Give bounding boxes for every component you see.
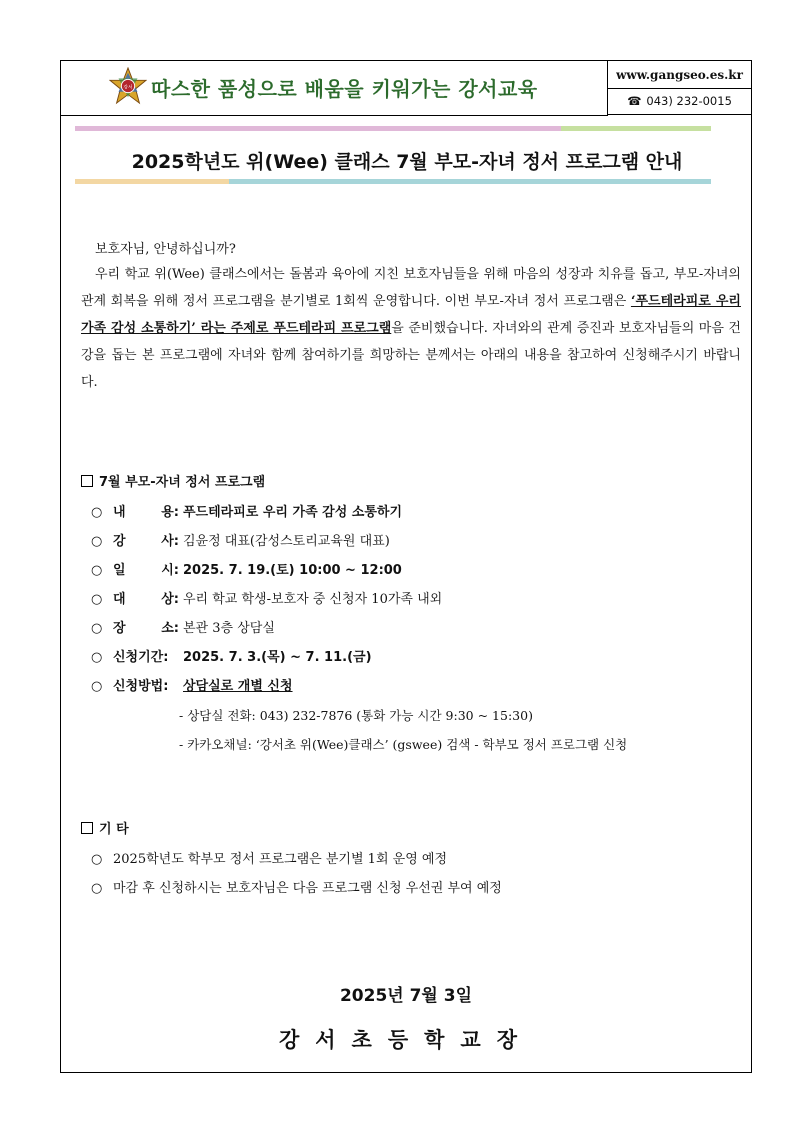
section-program-title: 7월 부모-자녀 정서 프로그램 — [99, 475, 266, 490]
etc-item — [91, 848, 447, 867]
detail-value: 김윤정 대표(감성스토리교육원 대표) — [183, 534, 390, 549]
bullet-icon: ○ — [91, 650, 103, 665]
detail-label: 일 시: — [113, 563, 179, 578]
program-detail-row — [91, 617, 275, 636]
phone-number: 043) 232-0015 — [646, 94, 732, 108]
bullet-icon: ○ — [91, 563, 103, 578]
program-detail-row — [91, 588, 442, 607]
intro-text-2: 을 준비했습니다. 자녀와의 관계 증진과 보호자님들의 마음 건강을 돕는 본 프로그램에 자녀와 함께 참여하기를 희망하는 분께서는 아래의 내용을 참고하여 신청해주시기 바랍니다. — [81, 321, 741, 390]
intro-text-1: 우리 학교 위(Wee) 클래스에서는 돌봄과 육아에 지친 보호자님들을 위해 마음의 성장과 치유를 돕고, 부모-자녀의 관계 회복을 위해 정서 프로그램을 분기별로 1회씩 운영합니다. 이번 부모-자녀 정서 프로그램은 — [81, 267, 741, 309]
bullet-icon: ○ — [91, 592, 103, 607]
letterhead — [61, 61, 751, 116]
document-frame — [60, 60, 752, 1073]
bullet-icon: ○ — [91, 621, 103, 636]
checkbox-square-icon — [81, 475, 93, 487]
page-title: 2025학년도 위(Wee) 클래스 7월 부모-자녀 정서 프로그램 안내 — [131, 151, 683, 173]
intro-emphasis: ‘푸드테라피로 우리 가족 감성 소통하기’ 라는 주제로 푸드테라피 프로그램 — [81, 294, 741, 336]
section-etc-heading — [81, 818, 129, 837]
etc-text: 2025학년도 학부모 정서 프로그램은 분기별 1회 운영 예정 — [113, 852, 447, 867]
bullet-icon: ○ — [91, 679, 103, 694]
program-detail-row — [91, 675, 293, 694]
detail-label: 대 상: — [113, 592, 179, 607]
detail-label: 신청방법: — [113, 679, 169, 694]
section-program-heading — [81, 471, 265, 490]
detail-value: 2025. 7. 19.(토) 10:00 ~ 12:00 — [183, 563, 402, 578]
program-detail-row — [91, 530, 390, 549]
issue-date: 2025년 7월 3일 — [339, 986, 473, 1006]
detail-label: 강 사: — [113, 534, 179, 549]
detail-label: 장 소: — [113, 621, 179, 636]
top-bar-green — [561, 126, 711, 131]
detail-label: 신청기간: — [113, 650, 169, 665]
contact-cell — [608, 61, 751, 116]
school-emblem-icon — [109, 67, 147, 105]
program-detail-row — [91, 646, 372, 665]
checkbox-square-icon — [81, 822, 93, 834]
detail-value: 우리 학교 학생-보호자 중 신청자 10가족 내외 — [183, 592, 443, 607]
detail-value: 푸드테라피로 우리 가족 감성 소통하기 — [183, 505, 403, 520]
bullet-icon: ○ — [91, 881, 103, 896]
phone-icon: ☎ — [627, 94, 642, 108]
intro-paragraph — [81, 261, 741, 396]
apply-kakao: - 카카오채널: ‘강서초 위(Wee)클래스’ (gswee) 검색 - 학부모 정서 프로그램 신청 — [179, 737, 628, 752]
program-detail-row — [91, 501, 402, 520]
section-etc-title: 기 타 — [99, 822, 129, 837]
bullet-icon: ○ — [91, 852, 103, 867]
detail-value: 본관 3층 상담실 — [183, 621, 275, 636]
phone-line — [608, 88, 751, 115]
bottom-bar-yellow — [75, 179, 229, 184]
detail-label: 내 용: — [113, 505, 179, 520]
slogan: 따스한 품성으로 배움을 키워가는 강서교육 — [151, 77, 538, 101]
detail-value: 상담실로 개별 신청 — [183, 679, 293, 694]
detail-value: 2025. 7. 3.(목) ~ 7. 11.(금) — [183, 650, 372, 665]
apply-phone: - 상담실 전화: 043) 232-7876 (통화 가능 시간 9:30 ~ 15:30) — [179, 708, 533, 723]
top-bar-pink — [75, 126, 561, 131]
website-link[interactable]: www.gangseo.es.kr — [608, 61, 751, 89]
program-detail-row — [91, 559, 402, 578]
greeting: 보호자님, 안녕하십니까? — [95, 242, 236, 257]
etc-text: 마감 후 신청하시는 보호자님은 다음 프로그램 신청 우선권 부여 예정 — [113, 881, 502, 896]
principal-signature: 강서초등학교장 — [278, 1028, 533, 1052]
letterhead-slogan-cell — [61, 61, 608, 116]
svg-text:강서: 강서 — [123, 85, 133, 91]
bullet-icon: ○ — [91, 505, 103, 520]
bottom-bar-teal — [229, 179, 711, 184]
etc-item — [91, 877, 502, 896]
bullet-icon: ○ — [91, 534, 103, 549]
